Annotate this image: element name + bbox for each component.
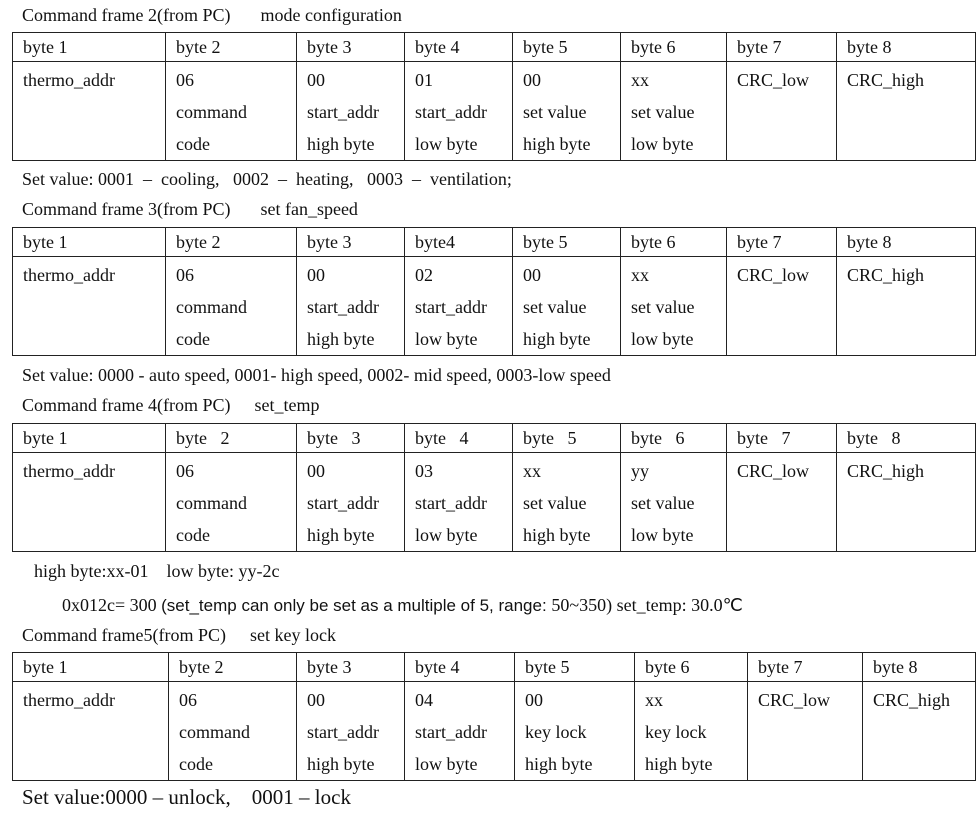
frame4-header-row	[13, 424, 976, 453]
cell-text: CRC_low	[758, 690, 831, 710]
frame2-heading	[22, 4, 402, 26]
cell-text: 00	[307, 70, 325, 90]
frame2-header-cell: byte 6	[621, 33, 727, 62]
frame3-header-cell: byte 2	[166, 228, 297, 257]
cell-text: set value	[631, 102, 695, 122]
frame4-title: Command frame 4(from PC)	[22, 395, 231, 415]
cell-text: CRC_high	[873, 690, 951, 710]
cell-text: low byte	[415, 134, 478, 154]
frame4-data-cell	[13, 453, 166, 552]
frame5-header-cell: byte 5	[515, 653, 635, 682]
frame5-header-cell: byte 2	[169, 653, 297, 682]
cell-text: 00	[307, 265, 325, 285]
frame2-header-cell: byte 5	[513, 33, 621, 62]
cell-text: xx	[645, 690, 663, 710]
frame4-data-cell	[405, 453, 513, 552]
frame3-header-cell: byte4	[405, 228, 513, 257]
cell-text: thermo_addr	[23, 265, 115, 285]
frame3-note: Set value: 0000 - auto speed, 0001- high speed, 0002- mid speed, 0003-low speed	[22, 365, 611, 385]
frame5-header-cell: byte 6	[635, 653, 748, 682]
cell-text: xx	[523, 461, 541, 481]
cell-text: high byte	[523, 525, 591, 545]
frame4-data-cell	[727, 453, 837, 552]
frame4-header-cell: byte 2	[166, 424, 297, 453]
frame4-header-cell: byte 5	[513, 424, 621, 453]
cell-text: low byte	[415, 329, 478, 349]
frame5-data-cell	[748, 682, 863, 781]
frame3-heading	[22, 198, 358, 220]
frame4-note-range: 50~350) set_temp: 30.0℃	[551, 595, 743, 615]
cell-text: high byte	[645, 754, 713, 774]
cell-text: low byte	[415, 754, 478, 774]
frame4-data-cell	[297, 453, 405, 552]
cell-text: high byte	[307, 134, 375, 154]
frame2-data-row	[13, 62, 976, 161]
cell-text: set value	[631, 297, 695, 317]
frame4-heading	[22, 394, 319, 416]
frame5-header-cell: byte 7	[748, 653, 863, 682]
cell-text: 06	[176, 70, 194, 90]
cell-text: start_addr	[307, 297, 379, 317]
frame3-data-cell	[166, 257, 297, 356]
cell-text: high byte	[525, 754, 593, 774]
cell-text: 00	[307, 461, 325, 481]
cell-text: start_addr	[307, 493, 379, 513]
frame5-data-cell	[405, 682, 515, 781]
cell-text: CRC_high	[847, 265, 925, 285]
frame5-heading	[22, 624, 336, 646]
frame3-data-cell	[513, 257, 621, 356]
cell-text: key lock	[645, 722, 707, 742]
frame2-table	[12, 32, 976, 161]
cell-text: code	[176, 525, 210, 545]
frame3-data-row	[13, 257, 976, 356]
cell-text: set value	[523, 297, 587, 317]
frame5-table	[12, 652, 976, 781]
frame5-header-cell: byte 1	[13, 653, 169, 682]
cell-text: CRC_high	[847, 461, 925, 481]
cell-text: high byte	[523, 329, 591, 349]
frame2-note: Set value: 0001 – cooling, 0002 – heating, 0003 – ventilation;	[22, 169, 512, 189]
cell-text: low byte	[631, 329, 694, 349]
frame2-title: Command frame 2(from PC)	[22, 5, 231, 25]
frame4-header-cell: byte 4	[405, 424, 513, 453]
cell-text: xx	[631, 70, 649, 90]
frame5-data-cell	[297, 682, 405, 781]
cell-text: thermo_addr	[23, 70, 115, 90]
frame4-data-cell	[166, 453, 297, 552]
frame2-header-cell: byte 3	[297, 33, 405, 62]
cell-text: 00	[523, 265, 541, 285]
cell-text: CRC_low	[737, 70, 810, 90]
frame4-data-cell	[837, 453, 976, 552]
cell-text: high byte	[523, 134, 591, 154]
frame4-note-rule: (set_temp can only be set as a multiple of 5, range:	[161, 596, 552, 615]
cell-text: 03	[415, 461, 433, 481]
frame3-header-row	[13, 228, 976, 257]
frame2-data-cell	[837, 62, 976, 161]
cell-text: xx	[631, 265, 649, 285]
frame4-data-cell	[513, 453, 621, 552]
frame5-header-cell: byte 4	[405, 653, 515, 682]
frame5-header-cell: byte 3	[297, 653, 405, 682]
cell-text: code	[176, 329, 210, 349]
frame4-header-cell: byte 7	[727, 424, 837, 453]
frame5-data-cell	[635, 682, 748, 781]
cell-text: high byte	[307, 525, 375, 545]
frame2-data-cell	[513, 62, 621, 161]
cell-text: start_addr	[415, 297, 487, 317]
frame3-title: Command frame 3(from PC)	[22, 199, 231, 219]
cell-text: 00	[523, 70, 541, 90]
frame3-data-cell	[621, 257, 727, 356]
cell-text: 00	[307, 690, 325, 710]
frame3-data-cell	[13, 257, 166, 356]
cell-text: low byte	[415, 525, 478, 545]
frame5-data-cell	[13, 682, 169, 781]
frame4-table	[12, 423, 976, 552]
cell-text: CRC_low	[737, 461, 810, 481]
cell-text: set value	[523, 493, 587, 513]
cell-text: 02	[415, 265, 433, 285]
frame5-header-row	[13, 653, 976, 682]
frame4-subtitle: set_temp	[254, 395, 320, 415]
cell-text: start_addr	[307, 722, 379, 742]
frame2-data-cell	[405, 62, 513, 161]
cell-text: 06	[176, 265, 194, 285]
cell-text: code	[179, 754, 213, 774]
cell-text: CRC_high	[847, 70, 925, 90]
frame2-header-cell: byte 7	[727, 33, 837, 62]
frame3-header-cell: byte 3	[297, 228, 405, 257]
frame5-note: Set value:0000 – unlock, 0001 – lock	[22, 785, 351, 809]
cell-text: 06	[176, 461, 194, 481]
frame3-header-cell: byte 5	[513, 228, 621, 257]
frame3-header-cell: byte 8	[837, 228, 976, 257]
frame2-data-cell	[13, 62, 166, 161]
frame2-header-cell: byte 2	[166, 33, 297, 62]
cell-text: high byte	[307, 329, 375, 349]
frame3-data-cell	[727, 257, 837, 356]
frame2-header-cell: byte 8	[837, 33, 976, 62]
cell-text: command	[176, 297, 247, 317]
cell-text: thermo_addr	[23, 461, 115, 481]
frame4-note-example	[62, 594, 743, 617]
frame2-subtitle: mode configuration	[260, 5, 402, 25]
frame3-table	[12, 227, 976, 356]
cell-text: code	[176, 134, 210, 154]
cell-text: high byte	[307, 754, 375, 774]
frame2-data-cell	[727, 62, 837, 161]
frame2-data-cell	[166, 62, 297, 161]
cell-text: command	[176, 493, 247, 513]
cell-text: 04	[415, 690, 433, 710]
frame5-title: Command frame5(from PC)	[22, 625, 226, 645]
cell-text: low byte	[631, 134, 694, 154]
frame4-note-hex: 0x012c= 300	[62, 595, 157, 615]
frame3-subtitle: set fan_speed	[260, 199, 358, 219]
frame3-data-cell	[405, 257, 513, 356]
frame2-data-cell	[297, 62, 405, 161]
cell-text: start_addr	[415, 493, 487, 513]
frame4-data-cell	[621, 453, 727, 552]
frame3-data-cell	[297, 257, 405, 356]
frame5-subtitle: set key lock	[249, 625, 336, 645]
frame4-header-cell: byte 1	[13, 424, 166, 453]
cell-text: command	[176, 102, 247, 122]
frame3-data-cell	[837, 257, 976, 356]
frame4-header-cell: byte 8	[837, 424, 976, 453]
cell-text: start_addr	[307, 102, 379, 122]
cell-text: 01	[415, 70, 433, 90]
cell-text: 06	[179, 690, 197, 710]
frame4-data-row	[13, 453, 976, 552]
frame2-header-cell: byte 1	[13, 33, 166, 62]
frame2-header-cell: byte 4	[405, 33, 513, 62]
cell-text: start_addr	[415, 722, 487, 742]
cell-text: thermo_addr	[23, 690, 115, 710]
frame5-data-row	[13, 682, 976, 781]
frame3-header-cell: byte 6	[621, 228, 727, 257]
cell-text: 00	[525, 690, 543, 710]
cell-text: set value	[631, 493, 695, 513]
cell-text: CRC_low	[737, 265, 810, 285]
cell-text: start_addr	[415, 102, 487, 122]
frame5-data-cell	[515, 682, 635, 781]
frame4-header-cell: byte 3	[297, 424, 405, 453]
frame5-header-cell: byte 8	[863, 653, 976, 682]
frame2-header-row	[13, 33, 976, 62]
frame5-data-cell	[863, 682, 976, 781]
frame5-data-cell	[169, 682, 297, 781]
frame4-note-bytes: high byte:xx-01 low byte: yy-2c	[34, 561, 280, 581]
cell-text: low byte	[631, 525, 694, 545]
frame3-header-cell: byte 7	[727, 228, 837, 257]
frame3-header-cell: byte 1	[13, 228, 166, 257]
cell-text: set value	[523, 102, 587, 122]
cell-text: yy	[631, 461, 649, 481]
cell-text: key lock	[525, 722, 587, 742]
frame4-header-cell: byte 6	[621, 424, 727, 453]
cell-text: command	[179, 722, 250, 742]
frame2-data-cell	[621, 62, 727, 161]
